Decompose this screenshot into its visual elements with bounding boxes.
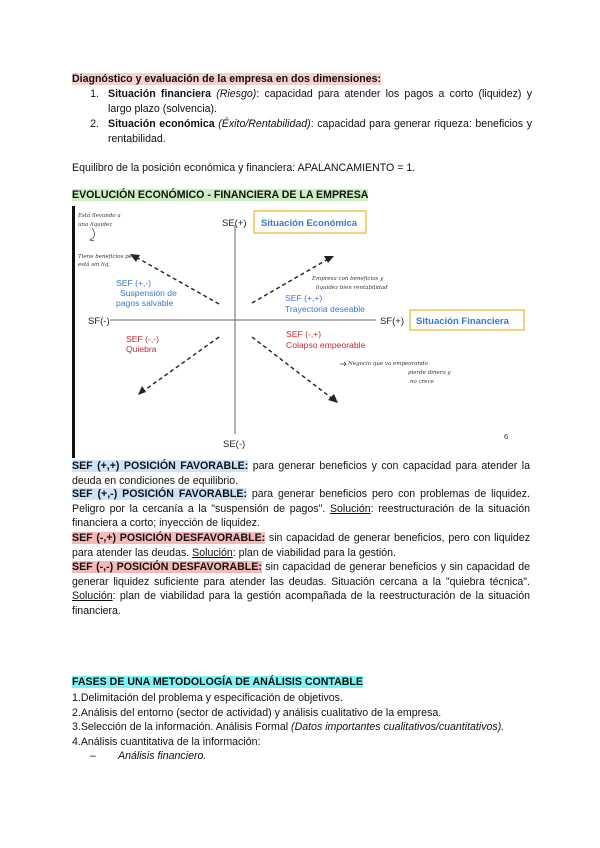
sef-description	[72, 560, 530, 618]
q-top-left-line2: pagos salvable	[116, 298, 174, 308]
evolution-diagram	[72, 206, 532, 458]
q-top-right-line1: Trayectoria deseable	[285, 304, 365, 314]
list-item: 1.Delimitación del problema y especificación de objetivos.	[72, 692, 343, 704]
axis-bottom-label: SE(-)	[223, 439, 246, 450]
sef-text: : plan de viabilidad para la gestión acompañada de la reestructuración de la situación financiera.	[72, 590, 530, 617]
q-bottom-left-line1: Quiebra	[126, 344, 157, 354]
axis-right-label: SF(+)	[380, 316, 405, 327]
list-item: 2.Análisis del entorno (sector de actividad) y análisis cualitativo de la empresa.	[72, 706, 442, 719]
dash-bullet: –	[90, 750, 96, 763]
arrowhead	[324, 256, 334, 263]
handwritten-note: liquidez bien rentabilidad	[316, 285, 388, 291]
phases-list	[72, 691, 542, 764]
sef-description	[72, 531, 530, 560]
list-item: 4.Análisis cuantitativa de la información:	[72, 735, 261, 748]
axis-left-label: SF(-)	[88, 316, 110, 327]
item-sep: :	[256, 88, 260, 100]
item-text: capacidad para atender los pagos a corto (liquidez) y largo plazo (solvencia).	[108, 88, 533, 115]
financial-box-label: Situación Financiera	[416, 316, 509, 327]
item-tag: (Riesgo)	[216, 88, 257, 100]
sub-list-item	[72, 749, 542, 764]
sef-text: : reestructuración de la situación financiera a corto; inyección de liquidez.	[72, 502, 530, 530]
item-title: Situación económica	[108, 118, 215, 131]
handwritten-note: una liquidez	[78, 222, 113, 228]
q-bottom-right-line1: Colapso empeorable	[286, 340, 366, 350]
sef-text: sin capacidad de generar beneficios y sin capacidad de generar liquidez suficiente para atender las deudas. Situación cercana a la "quiebra técnica".	[72, 561, 530, 588]
phases-heading: FASES DE UNA METODOLOGÍA DE ANÁLISIS CONTABLE	[72, 676, 363, 688]
solution-label: Solución	[329, 502, 371, 515]
axis-top-label: SE(+)	[222, 218, 247, 229]
intro-section	[72, 72, 532, 146]
sef-label: SEF (-,+) POSICIÓN DESFAVORABLE:	[72, 532, 266, 544]
sef-description	[72, 487, 530, 531]
q-bottom-right-code: SEF (-,+)	[286, 329, 322, 339]
equilibrium-text: Equilibro de la posición económica y financiera: APALANCAMIENTO = 1.	[72, 162, 416, 174]
handwritten-arrow	[90, 228, 95, 241]
sef-text: para generar beneficios y con capacidad para atender la deuda en condiciones de equilibrio.	[72, 460, 530, 487]
list-number: 1.	[90, 88, 99, 100]
evolution-heading: EVOLUCIÓN ECONÓMICO - FINANCIERA DE LA EMPRESA	[72, 189, 369, 201]
handwritten-note: Negocio que va empeorando	[348, 361, 428, 367]
handwritten-note: no crece	[410, 379, 434, 385]
sef-text: para generar beneficios pero con problemas de liquidez. Peligro por la cercanía a la "suspensión de pagos".	[72, 488, 530, 515]
sef-text: : plan de viabilidad para la gestión.	[232, 546, 396, 559]
page-number: 6	[504, 432, 509, 441]
q-top-left-code: SEF (+,-)	[116, 278, 152, 288]
item-title: Situación financiera	[108, 88, 211, 100]
sub-item-text: Análisis financiero.	[118, 750, 207, 763]
solution-label: Solución	[72, 590, 113, 603]
solution-label: Solución	[192, 546, 233, 559]
list-item	[72, 87, 532, 116]
handwritten-arrow	[340, 362, 346, 366]
list-item	[72, 117, 532, 146]
handwritten-note: pierde dinero y	[408, 370, 451, 376]
q-bottom-left-code: SEF (-,-)	[126, 334, 159, 344]
item-tag: (Éxito/Rentabilidad)	[218, 118, 311, 131]
sef-label: SEF (-,-) POSICIÓN DESFAVORABLE:	[72, 561, 262, 573]
handwritten-note: Empresa con beneficios y	[312, 276, 384, 282]
item-sep: :	[310, 118, 314, 131]
q-top-left-line1: Suspensión de	[120, 288, 177, 298]
phase-italic: (Datos importantes cualitativos/cuantitativos).	[291, 721, 505, 734]
arrowhead	[138, 386, 146, 395]
sef-text: sin capacidad de generar beneficios, pero con liquidez para atender las deudas.	[72, 532, 530, 559]
list-item	[72, 720, 542, 735]
q-top-right-code: SEF (+,+)	[285, 293, 323, 303]
sef-description	[72, 459, 530, 488]
handwritten-note: Está llevando a	[78, 213, 121, 219]
margin-bar	[72, 206, 75, 458]
sef-label: SEF (+,-) POSICIÓN FAVORABLE:	[72, 488, 247, 500]
intro-heading: Diagnóstico y evaluación de la empresa en dos dimensiones:	[72, 73, 382, 85]
item-text: capacidad para generar riqueza: beneficios y rentabilidad.	[108, 118, 532, 145]
sef-label: SEF (+,+) POSICIÓN FAVORABLE:	[72, 460, 249, 472]
handwritten-note: está sin liq.	[78, 262, 110, 268]
economic-box-label: Situación Económica	[261, 218, 358, 229]
arrowhead	[328, 394, 338, 403]
phase-text: 3.Selección de la información. Análisis Formal	[72, 721, 292, 734]
list-number: 2.	[90, 118, 99, 131]
handwritten-note: Tiene beneficios pero	[78, 254, 138, 260]
